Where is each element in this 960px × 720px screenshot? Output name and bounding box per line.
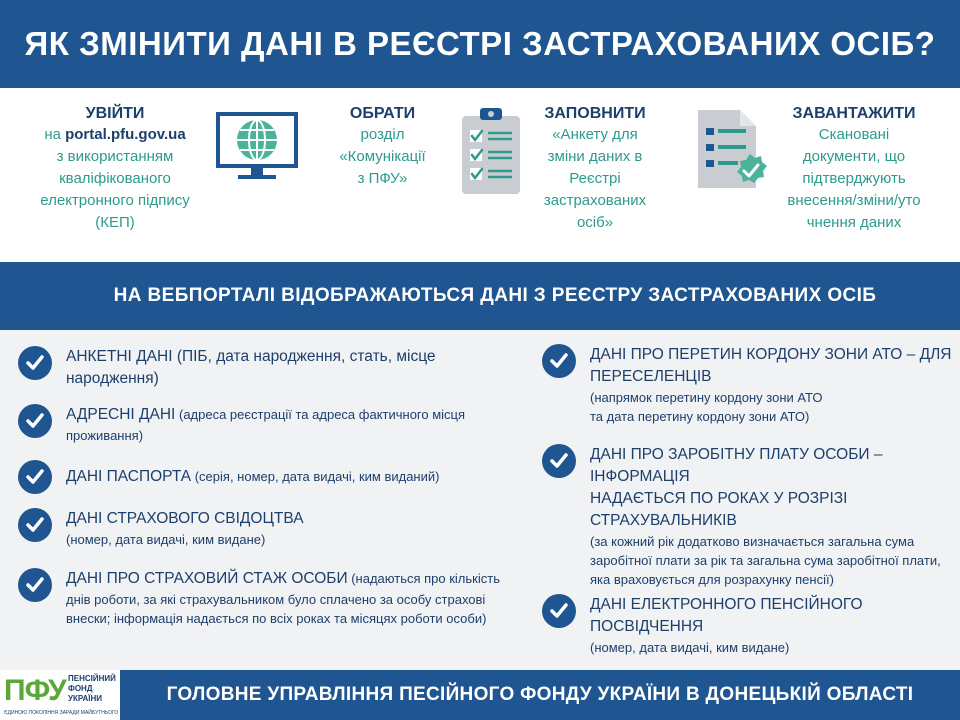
list-item-body	[66, 404, 465, 445]
step-text	[20, 124, 210, 234]
step-title: ЗАПОВНИТИ	[544, 105, 646, 122]
list-item-body	[66, 508, 304, 549]
footer-banner	[120, 670, 960, 720]
list-item-title: НАДАЄТЬСЯ ПО РОКАХ У РОЗРІЗІ СТРАХУВАЛЬНИКІВ	[590, 490, 848, 529]
list-item-title	[66, 568, 500, 590]
list-item	[542, 444, 957, 589]
list-item-title: ПЕРЕСЕЛЕНЦІВ	[590, 368, 712, 385]
list-item-heading: АДРЕСНІ ДАНІ	[66, 406, 176, 423]
step-text-line: Реєстрі	[569, 170, 621, 187]
document-check-icon	[694, 108, 774, 199]
footer-title: ГОЛОВНЕ УПРАВЛІННЯ ПЕСІЙНОГО ФОНДУ УКРАЇНИ В ДОНЕЦЬКІЙ ОБЛАСТІ	[166, 684, 914, 705]
step-text-line: з використанням	[56, 148, 174, 165]
step-text-line: документи, що	[802, 148, 906, 165]
step-text-line: (КЕП)	[95, 214, 135, 231]
step-login	[20, 104, 210, 234]
step-text-line: Скановані	[818, 126, 890, 143]
step-text	[530, 124, 660, 234]
step-title: УВІЙТИ	[85, 105, 145, 122]
step-choose	[320, 104, 445, 190]
logo-name-line: ПЕНСІЙНИЙ	[68, 674, 116, 683]
checkmark-icon	[542, 444, 576, 478]
list-item-sub: днів роботи, за які страхувальником було сплачено за особу страхові	[66, 592, 486, 607]
checkmark-icon	[542, 594, 576, 628]
section-banner	[0, 262, 960, 330]
step-text-line: «Комунікації	[339, 148, 426, 165]
step-text-prefix: на	[44, 126, 66, 143]
step-text-line: чнення даних	[806, 214, 902, 231]
list-item-sub: заробітної плати за рік та загальна сума заробітної плати,	[590, 553, 941, 568]
pfu-logo: ПФУ	[4, 674, 66, 707]
list-item	[18, 568, 518, 628]
step-text-line: внесення/зміни/уто	[787, 192, 921, 209]
list-item	[18, 508, 478, 549]
step-text-line: осіб»	[576, 214, 614, 231]
step-text-line: застрахованих	[543, 192, 647, 209]
portal-link[interactable]: portal.pfu.gov.ua	[65, 126, 186, 143]
list-item-title: ДАНІ ПРО ПЕРЕТИН КОРДОНУ ЗОНИ АТО – ДЛЯ	[590, 346, 952, 363]
list-item-sub: (напрямок перетину кордону зони АТО	[590, 390, 823, 405]
list-item-sub: яка враховується для розрахунку пенсії)	[590, 572, 834, 587]
checkmark-icon	[18, 404, 52, 438]
list-item-note: (адреса реєстрації та адреса фактичного місця	[175, 407, 466, 422]
list-item-body	[590, 594, 952, 657]
step-fill	[530, 104, 660, 234]
list-item-sub: проживання)	[66, 428, 144, 443]
list-item-note: (серія, номер, дата видачі, ким виданий)	[191, 469, 440, 484]
list-item	[542, 344, 952, 426]
list-item-title: ДАНІ ПРО ЗАРОБІТНУ ПЛАТУ ОСОБИ – ІНФОРМАЦІЯ	[590, 446, 883, 485]
step-text	[776, 124, 932, 234]
list-item	[18, 460, 478, 494]
step-text-line: підтверджують	[802, 170, 906, 187]
checkmark-icon	[18, 508, 52, 542]
logo-name	[68, 674, 116, 704]
list-item-body	[66, 568, 500, 628]
logo-name-line: ФОНД	[68, 684, 93, 693]
list-item	[18, 346, 458, 390]
list-item-title	[66, 404, 465, 426]
list-item-body	[66, 346, 436, 390]
list-item-heading: ДАНІ ПАСПОРТА	[66, 468, 192, 485]
checkmark-icon	[18, 346, 52, 380]
list-item-body	[66, 460, 439, 488]
footer	[0, 670, 960, 720]
list-item-sub: (номер, дата видачі, ким видане)	[590, 640, 790, 655]
step-text-line: розділ	[360, 126, 405, 143]
step-text-line: з ПФУ»	[357, 170, 408, 187]
list-item-body	[590, 444, 957, 589]
step-upload	[776, 104, 932, 234]
list-item-note: (надаються про кількість	[347, 571, 500, 586]
step-text-line: «Анкету для	[552, 126, 638, 143]
list-item-title: народження)	[66, 370, 159, 387]
list-item	[18, 404, 478, 445]
logo-name-line: УКРАЇНИ	[68, 694, 103, 703]
list-item-sub: (за кожний рік додатково визначається загальна сума	[590, 534, 915, 549]
logo-slogan: ЄДИНОЮ ПОКОЛІННЯ ЗАРАДИ МАЙБУТНЬОГО	[4, 710, 119, 716]
step-text	[320, 124, 445, 190]
clipboard-checklist-icon	[460, 106, 522, 201]
list-item-sub: та дата перетину кордону зони АТО)	[590, 409, 810, 424]
checkmark-icon	[18, 460, 52, 494]
list-item-title	[66, 466, 439, 488]
list-item-heading: ДАНІ ПРО СТРАХОВИЙ СТАЖ ОСОБИ	[66, 570, 348, 587]
section-title: НА ВЕБПОРТАЛІ ВІДОБРАЖАЮТЬСЯ ДАНІ З РЕЄСТРУ ЗАСТРАХОВАНИХ ОСІБ	[113, 285, 877, 306]
page-title: ЯК ЗМІНИТИ ДАНІ В РЕЄСТРІ ЗАСТРАХОВАНИХ ОСІБ?	[24, 25, 936, 62]
header-banner	[0, 0, 960, 88]
step-title: ОБРАТИ	[349, 105, 416, 122]
step-text-line: зміни даних в	[547, 148, 643, 165]
checkmark-icon	[542, 344, 576, 378]
monitor-globe-icon	[216, 110, 298, 189]
steps-panel	[0, 88, 960, 262]
list-item-sub: (номер, дата видачі, ким видане)	[66, 532, 266, 547]
step-title: ЗАВАНТАЖИТИ	[792, 105, 916, 122]
step-text-line: електронного підпису	[40, 192, 190, 209]
list-item-body	[590, 344, 951, 426]
list-item-sub: внески; інформація надається по всіх роках та місяцях роботи особи)	[66, 611, 487, 626]
list-item-title: ДАНІ СТРАХОВОГО СВІДОЦТВА	[66, 510, 304, 527]
checkmark-icon	[18, 568, 52, 602]
list-item-title: АНКЕТНІ ДАНІ (ПІБ, дата народження, стать, місце	[66, 348, 436, 365]
list-item	[542, 594, 952, 657]
list-item-title: ДАНІ ЕЛЕКТРОННОГО ПЕНСІЙНОГО ПОСВІДЧЕННЯ	[590, 596, 863, 635]
step-text-line: кваліфікованого	[59, 170, 171, 187]
